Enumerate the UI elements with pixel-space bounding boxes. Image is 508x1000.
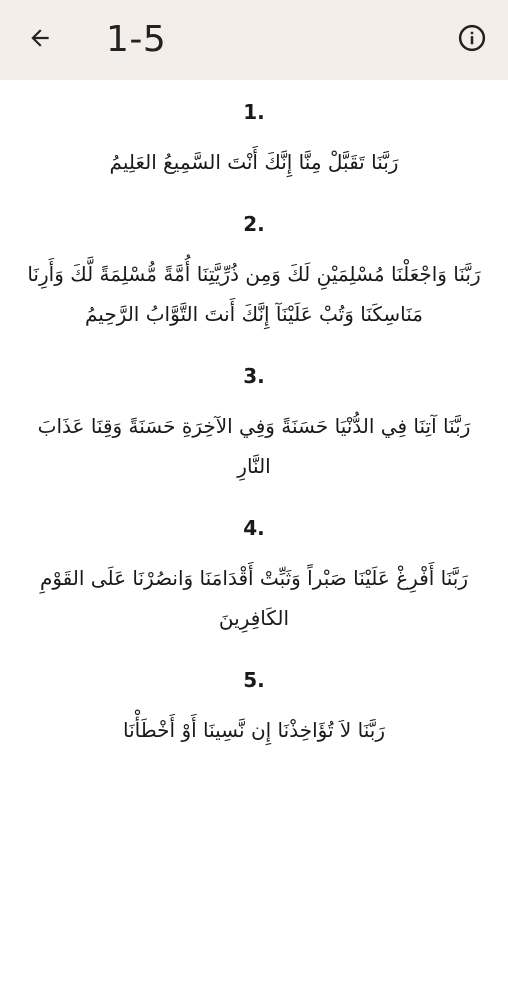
dua-list [0,80,508,770]
info-icon [457,23,487,57]
info-button[interactable] [456,24,488,56]
dua-number: 1. [243,100,265,124]
dua-text: رَبَّنَا وَاجْعَلْنَا مُسْلِمَيْنِ لَكَ وَمِن ذُرِّيَّتِنَا أُمَّةً مُّسْلِمَةً لَّكَ وَأَرِنَا مَنَاسِكَنَا وَتُبْ عَلَيْنَآ إِنَّكَ أَنتَ التَّوَّابُ الرَّحِيمُ [27,262,481,326]
dua-number: 3. [243,364,265,388]
page-title: 1-5 [106,19,167,60]
dua-item [20,506,488,658]
arrow-left-icon [27,25,53,55]
dua-item [20,354,488,506]
dua-text: رَبَّنَا لاَ تُؤَاخِذْنَا إِن نَّسِينَا أَوْ أَخْطَأْنَا [123,718,385,742]
dua-item [20,658,488,770]
back-button[interactable] [22,22,58,58]
top-app-bar [0,0,508,80]
dua-item [20,202,488,354]
dua-number: 5. [243,668,265,692]
dua-text: رَبَّنَا آتِنَا فِي الدُّنْيَا حَسَنَةً وَفِي الآخِرَةِ حَسَنَةً وَقِنَا عَذَابَ النَّارِ [37,414,471,478]
dua-number: 2. [243,212,265,236]
dua-text: رَبَّنَا أَفْرِغْ عَلَيْنَا صَبْراً وَثَبِّتْ أَقْدَامَنَا وَانصُرْنَا عَلَى القَوْمِ الكَافِرِينَ [39,566,469,630]
dua-text: رَبَّنَا تَقَبَّلْ مِنَّا إِنَّكَ أَنْتَ السَّمِيعُ العَلِيمُ [109,150,399,174]
dua-item [20,90,488,202]
dua-number: 4. [243,516,265,540]
